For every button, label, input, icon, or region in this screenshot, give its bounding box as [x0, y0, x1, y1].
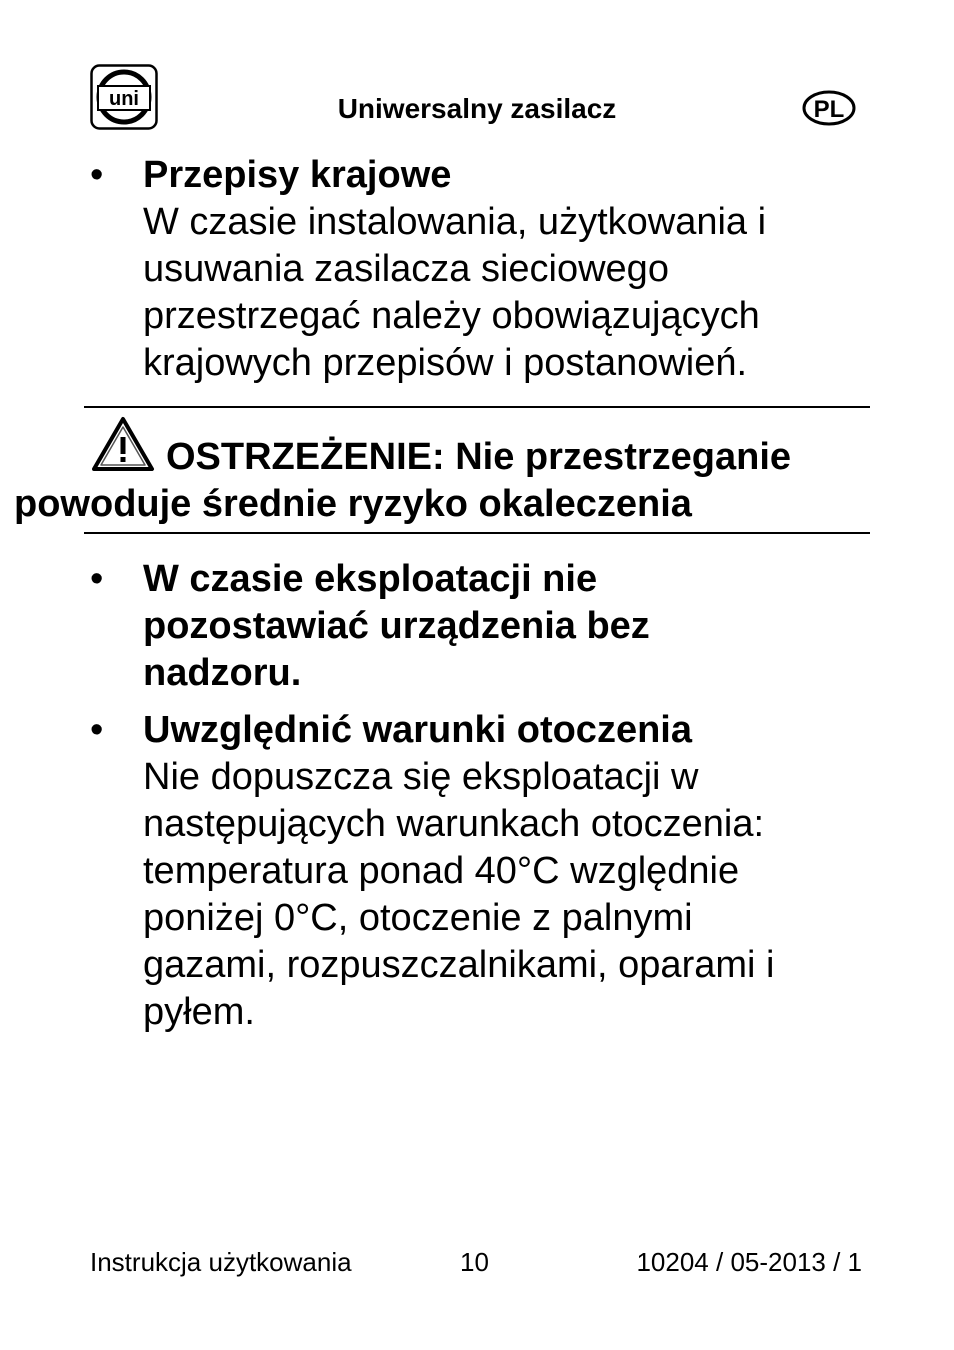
item-line: następujących warunkach otoczenia: — [143, 803, 765, 845]
item-line: W czasie instalowania, użytkowania i — [143, 201, 767, 243]
language-badge-text: PL — [813, 96, 845, 123]
warning-box — [14, 406, 870, 534]
footer-document-id: 10204 / 05-2013 / 1 — [636, 1247, 862, 1277]
item-line: krajowych przepisów i postanowień. — [143, 342, 748, 384]
page-number: 10 — [460, 1247, 489, 1277]
warning-line-2: powoduje średnie ryzyko okaleczenia — [14, 483, 692, 525]
warning-text — [14, 434, 860, 528]
item-line: Nie dopuszcza się eksploatacji w — [143, 756, 699, 798]
item-line: gazami, rozpuszczalnikami, oparami i — [143, 944, 775, 986]
list-item — [90, 707, 870, 1036]
item-line: temperatura ponad 40°C względnie — [143, 850, 740, 892]
item-title-line: W czasie eksploatacji nie — [143, 558, 598, 600]
item-line: usuwania zasilacza sieciowego — [143, 248, 669, 290]
language-badge — [801, 88, 857, 128]
regulations-section — [90, 152, 870, 387]
item-title-line: nadzoru. — [143, 652, 302, 694]
logo-text: uni — [109, 88, 139, 110]
item-line: pyłem. — [143, 991, 255, 1033]
list-item — [90, 152, 870, 387]
bullet: • — [90, 558, 104, 600]
bullet: • — [90, 709, 104, 751]
item-line: poniżej 0°C, otoczenie z palnymi — [143, 897, 693, 939]
item-title: Przepisy krajowe — [143, 154, 452, 196]
list-item — [90, 556, 870, 697]
bullet: • — [90, 154, 104, 196]
item-title-line: pozostawiać urządzenia bez — [143, 605, 650, 647]
footer-manual-label: Instrukcja użytkowania — [90, 1247, 352, 1277]
item-title: Uwzględnić warunki otoczenia — [143, 709, 692, 751]
document-title: Uniwersalny zasilacz — [337, 93, 617, 124]
safety-section — [90, 556, 870, 1036]
warning-line-1: OSTRZEŻENIE: Nie przestrzeganie — [166, 436, 792, 478]
item-line: przestrzegać należy obowiązujących — [143, 295, 760, 337]
